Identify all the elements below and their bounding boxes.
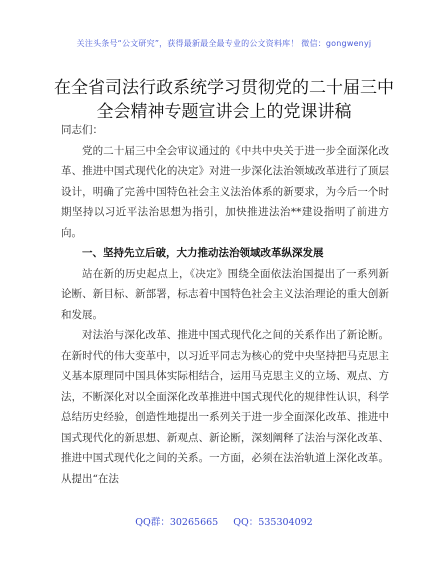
paragraph: 对法治与深化改革、推进中国式现代化之间的关系作出了新论断。在新时代的伟大变革中，以习近平同志为核心的党中央坚持把马克思主义基本原理同中国具体实际相结合，运用马克思主义的立场、观点、方法，不断深化对以全面深化改革推进中国式现代化的规律性认识，科学总结历史经验，创造性地提出一系列关于进一步全面深化改革、推进中国式现代化的新思想、新观点、新论断，深刻阐释了法治与深化改革、推进中国式现代化之间的关系。一方面，必须在法治轨道上深化改革。从提出“在法 (61, 329, 389, 485)
section-heading: 一、坚持先立后破，大力推动法治领域改革纵深发展 (82, 247, 324, 259)
promo-banner: 关注头条号“公文研究”，获得最新最全最专业的公文资料库！ 微信：gongwenyj (76, 39, 372, 48)
page-footer (0, 514, 448, 528)
document-title (40, 76, 408, 124)
footer-qq: QQ：535304092 (233, 517, 313, 528)
paragraph: 党的二十届三中全会审议通过的《中共中央关于进一步全面深化改革、推进中国式现代化的决定》对进一步深化法治领域改革进行了顶层设计，明确了完善中国特色社会主义法治体系的新要求，为今后一个时期坚持以习近平法治思想为指引，加快推进法治**建设指明了前进方向。 (61, 144, 389, 239)
paragraph: 站在新的历史起点上，《决定》围绕全面依法治国提出了一系列新论断、新目标、新部署，标志着中国特色社会主义法治理论的重大创新和发展。 (61, 267, 389, 321)
document-body (61, 120, 389, 489)
title-line-2: 全会精神专题宣讲会上的党课讲稿 (96, 102, 352, 122)
title-line-1: 在全省司法行政系统学习贯彻党的二十届三中 (54, 78, 394, 98)
footer-qq-group: QQ群：30265665 (135, 517, 219, 528)
salutation: 同志们： (61, 124, 103, 136)
